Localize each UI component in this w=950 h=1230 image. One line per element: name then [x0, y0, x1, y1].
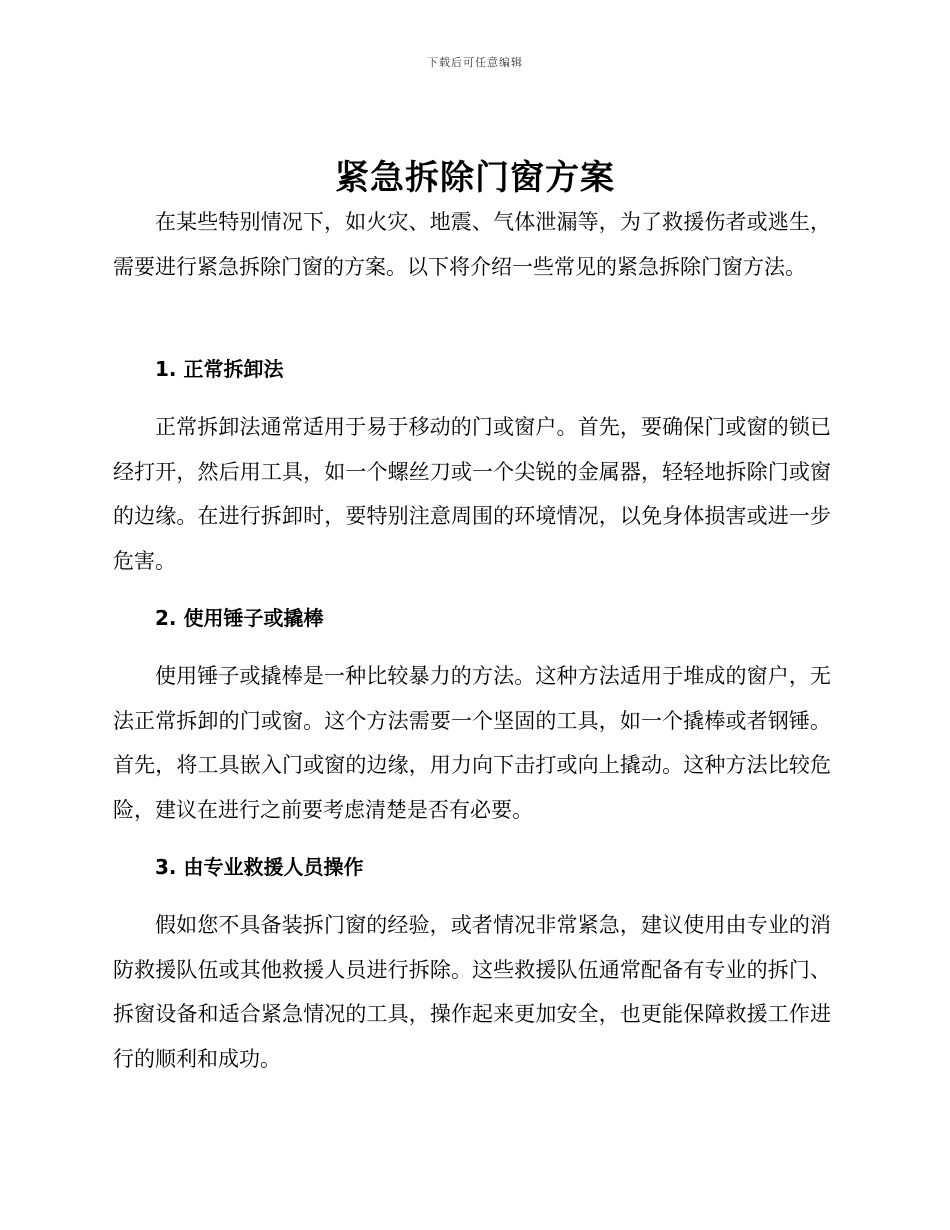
section-paragraph-1: 正常拆卸法通常适用于易于移动的门或窗户。首先，要确保门或窗的锁已经打开，然后用工具，如一个螺丝刀或一个尖锐的金属器，轻轻地拆除门或窗的边缘。在进行拆卸时，要特别注意周围的环境情况，以免身体损害或进一步危害。 [113, 415, 831, 573]
document-title: 紧急拆除门窗方案 [335, 158, 615, 198]
section-heading-2: 2. 使用锤子或撬棒 [155, 606, 324, 630]
section-heading-1: 1. 正常拆卸法 [155, 357, 284, 381]
intro-paragraph: 在某些特别情况下，如火灾、地震、气体泄漏等，为了救援伤者或逃生，需要进行紧急拆除门窗的方案。以下将介绍一些常见的紧急拆除门窗方法。 [113, 210, 831, 279]
section-paragraph-2: 使用锤子或撬棒是一种比较暴力的方法。这种方法适用于堆成的窗户，无法正常拆卸的门或窗。这个方法需要一个坚固的工具，如一个撬棒或者钢锤。首先，将工具嵌入门或窗的边缘，用力向下击打或向上撬动。这种方法比较危险，建议在进行之前要考虑清楚是否有必要。 [113, 664, 831, 822]
section-paragraph-3: 假如您不具备装拆门窗的经验，或者情况非常紧急，建议使用由专业的消防救援队伍或其他救援人员进行拆除。这些救援队伍通常配备有专业的拆门、拆窗设备和适合紧急情况的工具，操作起来更加安全，也更能保障救援工作进行的顺利和成功。 [113, 913, 831, 1071]
header-note: 下载后可任意编辑 [427, 56, 523, 69]
section-heading-3: 3. 由专业救援人员操作 [155, 855, 364, 879]
